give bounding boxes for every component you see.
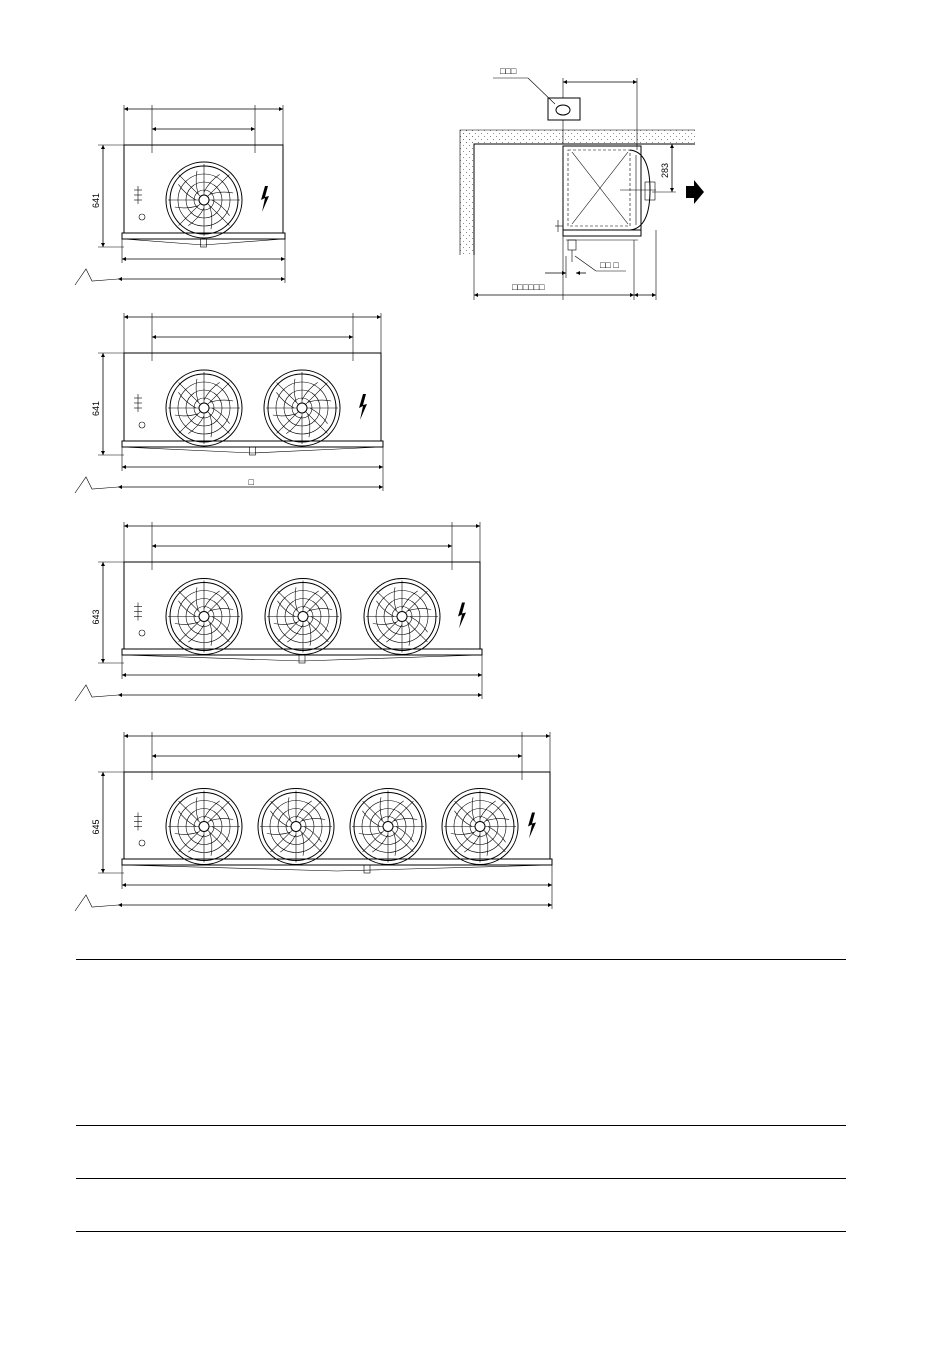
fan-icon [258, 789, 334, 865]
fan-icon [364, 579, 440, 655]
height-dim-label: 643 [91, 609, 101, 625]
drain-icon [139, 422, 145, 428]
fan-icon [166, 579, 242, 655]
height-dim-label: 641 [91, 400, 101, 416]
side-dim-283: 283 [660, 162, 670, 178]
connection-icon [134, 603, 142, 621]
side-view [460, 66, 704, 300]
table-rule [76, 1125, 846, 1126]
side-bottom-label: □□□□□□ [512, 282, 545, 292]
fan-icon [166, 162, 242, 238]
fan-icon [166, 789, 242, 865]
electrical-hazard-icon [528, 813, 536, 839]
unit-front-view-2 [75, 313, 383, 493]
electrical-hazard-icon [261, 186, 269, 212]
unit-front-view-1 [75, 105, 285, 285]
fan-icon [350, 789, 426, 865]
fan-icon [166, 370, 242, 446]
unit-front-view-4 [75, 732, 552, 911]
airflow-arrow-icon [686, 180, 704, 204]
electrical-hazard-icon [359, 394, 367, 420]
drain-icon [139, 630, 145, 636]
table-rule [76, 1178, 846, 1179]
fan-icon [265, 579, 341, 655]
side-top-label: □□□ [500, 66, 517, 76]
connection-icon [134, 813, 142, 831]
connection-icon [134, 394, 142, 412]
table-rule-top [76, 959, 846, 960]
drain-icon [139, 840, 145, 846]
connection-icon [134, 186, 142, 204]
side-drain-label: □□ □ [600, 260, 619, 270]
drain-icon [139, 214, 145, 220]
electrical-hazard-icon [458, 603, 466, 629]
height-dim-label: 645 [91, 819, 101, 835]
fan-icon [442, 789, 518, 865]
bottom-dim-label: □ [248, 477, 254, 487]
height-dim-label: 641 [91, 192, 101, 208]
fan-icon [264, 370, 340, 446]
table-rule-bottom [76, 1231, 846, 1232]
front-views [75, 105, 552, 911]
unit-front-view-3 [75, 522, 482, 701]
